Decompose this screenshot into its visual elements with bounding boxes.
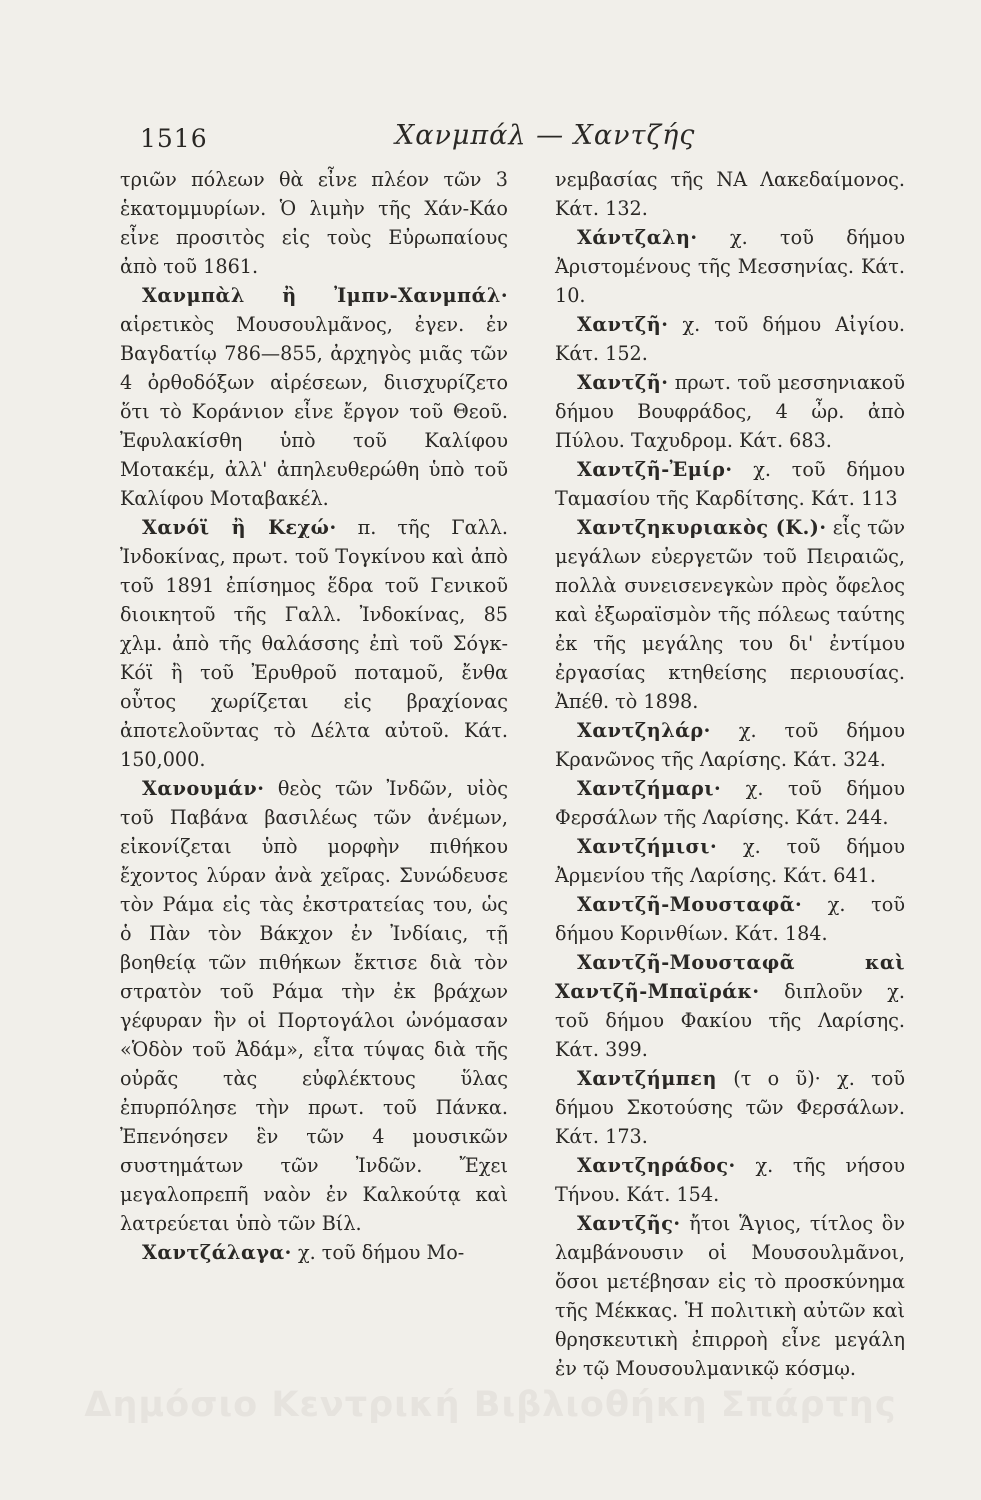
library-watermark: Δημόσιο Κεντρική Βιβλιοθήκη Σπάρτης xyxy=(84,1385,897,1425)
headword: Χαντζήμπεη xyxy=(577,1067,717,1090)
entry-text: χ. τοῦ δήμου Κρανῶνος τῆς Λαρίσης. Κάτ. 324. xyxy=(555,719,905,771)
entry-text: χ. τοῦ δήμου Μο- xyxy=(297,1241,465,1264)
entry-text: (τ ο ῦ)· χ. τοῦ δήμου Σκοτούσης τῶν Φερσάλων. Κάτ. 173. xyxy=(555,1067,905,1148)
headword: Χαντζῆ· xyxy=(577,313,669,336)
headword: Χαντζῆ· xyxy=(577,371,669,394)
entry xyxy=(555,832,905,890)
right-column xyxy=(555,165,905,1383)
entry-text: χ. τοῦ δήμου Ἀριστομένους τῆς Μεσσηνίας. Κάτ. 10. xyxy=(555,226,905,307)
headword: Χαντζήμαρι· xyxy=(577,777,722,800)
running-head: Χανμπάλ — Χαντζής xyxy=(395,120,696,151)
entry xyxy=(555,368,905,455)
headword: Χαντζῆ-Μουσταφᾶ καὶ Χαντζῆ-Μπαϊράκ· xyxy=(555,951,905,1003)
entry-text: χ. τοῦ δήμου Ἀρμενίου τῆς Λαρίσης. Κάτ. 641. xyxy=(555,835,905,887)
entry xyxy=(555,1209,905,1383)
entry xyxy=(555,513,905,716)
headword: Χαντζήμισι· xyxy=(577,835,718,858)
entry-text: εἷς τῶν μεγάλων εὐεργετῶν τοῦ Πειραιῶς, πολλὰ συνεισενεγκὼν πρὸς ὄφελος καὶ ἐξωραϊσμὸν τῆς πόλεως ταύτης ἐκ τῆς μεγάλης του δι' ἐντίμου ἐργασίας κτηθείσης περιουσίας. Ἀπέθ. τὸ 1898. xyxy=(555,516,906,713)
entry xyxy=(120,1238,508,1267)
entry xyxy=(555,774,905,832)
headword: Χαντζηλάρ· xyxy=(577,719,711,742)
entry xyxy=(555,310,905,368)
headword: Χανόϊ ἢ Κεχώ· xyxy=(142,516,337,539)
entry-text: ἤτοι Ἅγιος, τίτλος ὃν λαμβάνουσιν οἱ Μουσουλμᾶνοι, ὅσοι μετέβησαν εἰς τὸ προσκύνημα τῆς Μέκκας. Ἡ πολιτικὴ αὐτῶν καὶ θρησκευτικὴ ἐπιρροὴ εἶνε μεγάλη ἐν τῷ Μουσουλμανικῷ κόσμῳ. xyxy=(555,1212,905,1380)
entry xyxy=(120,774,508,1238)
headword: Χανμπὰλ ἢ Ἰμπν-Χανμπάλ· xyxy=(142,284,508,307)
headword: Χαντζῆ-Μουσταφᾶ· xyxy=(577,893,803,916)
entry-text: π. τῆς Γαλλ. Ἰνδοκίνας, πρωτ. τοῦ Τογκίνου καὶ ἀπὸ τοῦ 1891 ἐπίσημος ἕδρα τοῦ Γενικοῦ διοικητοῦ τῆς Γαλλ. Ἰνδοκίνας, 85 χλμ. ἀπὸ τῆς θαλάσσης ἐπὶ τοῦ Σόγκ-Κόϊ ἢ τοῦ Ἐρυθροῦ ποταμοῦ, ἔνθα οὗτος χωρίζεται εἰς βραχίονας ἀποτελοῦντας τὸ Δέλτα αὐτοῦ. Κάτ. 150,000. xyxy=(120,516,508,771)
entry xyxy=(555,455,905,513)
entry-text: νεμβασίας τῆς ΝΑ Λακεδαίμονος. Κάτ. 132. xyxy=(555,168,905,220)
entry-text: πρωτ. τοῦ μεσσηνιακοῦ δήμου Βουφράδος, 4 ὦρ. ἀπὸ Πύλου. Ταχυδρομ. Κάτ. 683. xyxy=(555,371,905,452)
entry xyxy=(555,948,905,1064)
entry-text: αἱρετικὸς Μουσουλμᾶνος, ἐγεν. ἐν Βαγδατίῳ 786—855, ἀρχηγὸς μιᾶς τῶν 4 ὀρθοδόξων αἱρέσεων, διισχυρίζετο ὅτι τὸ Κοράνιον εἶνε ἔργον τοῦ Θεοῦ. Ἐφυλακίσθη ὑπὸ τοῦ Καλίφου Μοτακέμ, ἀλλ' ἀπηλευθερώθη ὑπὸ τοῦ Καλίφου Μοταβακέλ. xyxy=(120,313,508,510)
page-number: 1516 xyxy=(140,124,208,153)
entry xyxy=(555,165,905,223)
entry-text: διπλοῦν χ. τοῦ δήμου Φακίου τῆς Λαρίσης. Κάτ. 399. xyxy=(555,980,905,1061)
headword: Χαντζηράδος· xyxy=(577,1154,736,1177)
headword: Χαντζάλαγα· xyxy=(142,1241,292,1264)
entry-text: χ. τῆς νήσου Τήνου. Κάτ. 154. xyxy=(555,1154,905,1206)
left-column xyxy=(120,165,508,1267)
entry-text: χ. τοῦ δήμου Ταμασίου τῆς Καρδίτσης. Κάτ. 113 xyxy=(555,458,905,510)
entry xyxy=(555,716,905,774)
entry-text: χ. τοῦ δήμου Φερσάλων τῆς Λαρίσης. Κάτ. 244. xyxy=(555,777,905,829)
entry-text: χ. τοῦ δήμου Κορινθίων. Κάτ. 184. xyxy=(555,893,905,945)
entry-text: θεὸς τῶν Ἰνδῶν, υἱὸς τοῦ Παβάνα βασιλέως τῶν ἀνέμων, εἰκονίζεται ὑπὸ μορφὴν πιθήκου ἔχοντος λύραν ἀνὰ χεῖρας. Συνώδευσε τὸν Ράμα εἰς τὰς ἐκστρατείας του, ὡς ὁ Πὰν τὸν Βάκχον ἐν Ἰνδίαις, τῇ βοηθείᾳ τῶν πιθήκων ἔκτισε διὰ τὸν στρατὸν τοῦ Ράμα τὴν ἐκ βράχων γέφυραν ἣν οἱ Πορτογάλοι ὠνόμασαν «Ὁδὸν τοῦ Ἀδάμ», εἶτα τύψας διὰ τῆς οὐρᾶς τὰς εὐφλέκτους ὕλας ἐπυρπόλησε τὴν πρωτ. τοῦ Πάνκα. Ἐπενόησεν ἓν τῶν 4 μουσικῶν συστημάτων τῶν Ἰνδῶν. Ἔχει μεγαλοπρεπῆ ναὸν ἐν Καλκούτᾳ καὶ λατρεύεται ὑπὸ τῶν Βίλ. xyxy=(120,777,508,1235)
entry xyxy=(555,223,905,310)
entry xyxy=(120,281,508,513)
headword: Χαντζῆ-Ἐμίρ· xyxy=(577,458,733,481)
headword: Χανουμάν· xyxy=(142,777,265,800)
entry xyxy=(120,165,508,281)
entry xyxy=(555,1064,905,1151)
headword: Χαντζηκυριακὸς (Κ.)· xyxy=(577,516,827,539)
headword: Χάντζαλη· xyxy=(577,226,698,249)
entry-text: χ. τοῦ δήμου Αἰγίου. Κάτ. 152. xyxy=(555,313,905,365)
entry-text: τριῶν πόλεων θὰ εἶνε πλέον τῶν 3 ἑκατομμυρίων. Ὁ λιμὴν τῆς Χάν-Κάο εἶνε προσιτὸς εἰς τοὺς Εὐρωπαίους ἀπὸ τοῦ 1861. xyxy=(120,168,508,278)
headword: Χαντζῆς· xyxy=(577,1212,681,1235)
entry xyxy=(120,513,508,774)
entry xyxy=(555,1151,905,1209)
entry xyxy=(555,890,905,948)
